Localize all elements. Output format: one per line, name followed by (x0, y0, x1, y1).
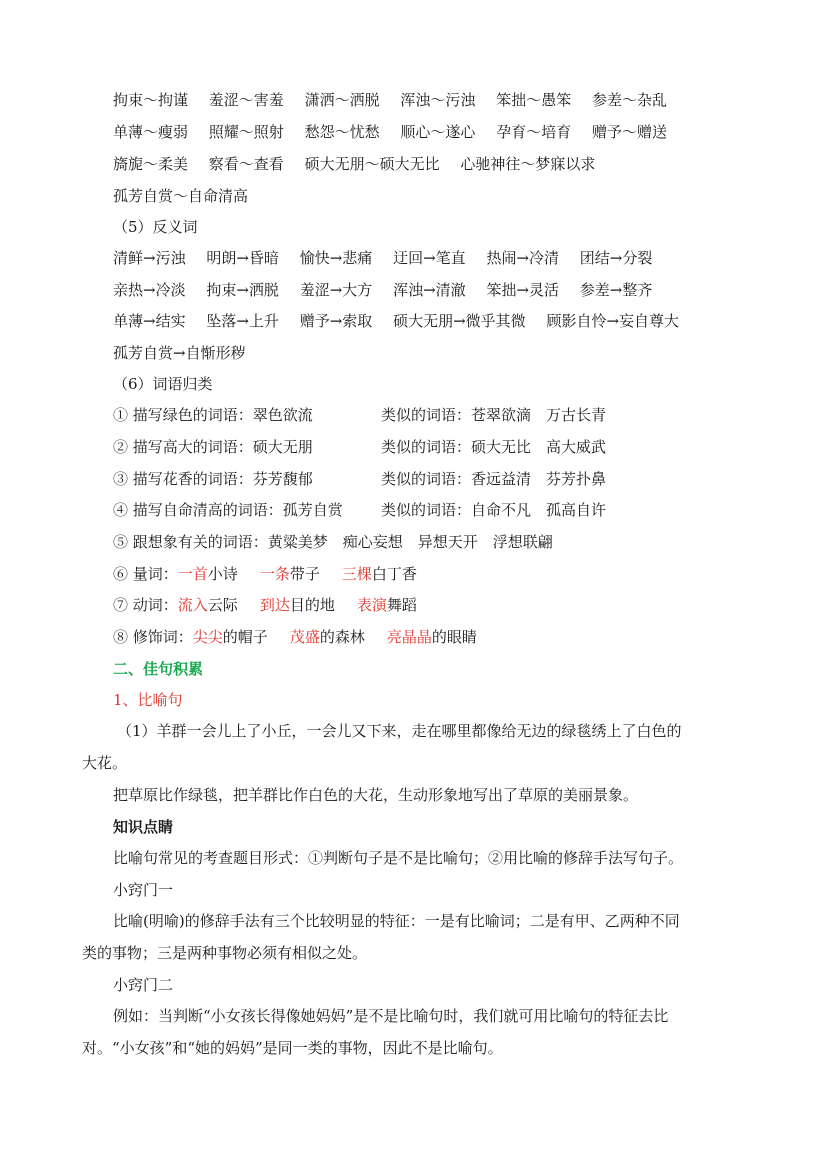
classification-similar: 类似的词语：硕大无比 高大威武 (381, 438, 607, 456)
highlight-word: 流入 (177, 596, 208, 614)
antonym-row-4 (113, 343, 753, 363)
sentence-line: （1）羊群一会儿上了小丘，一会儿又下来，走在哪里都像给无边的绿毯绣上了白色的 (117, 722, 682, 740)
synonym-row-3 (113, 154, 753, 174)
antonym-pair: 拘束→洒脱 (206, 281, 279, 299)
classification-item-6 (113, 564, 753, 584)
synonym-pair: 顺心～遂心 (400, 123, 476, 141)
synonym-pair: 笨拙～愚笨 (496, 91, 572, 109)
classification-similar: 类似的词语：香远益清 芬芳扑鼻 (381, 470, 607, 488)
synonym-pair: 察看～查看 (208, 155, 284, 173)
antonym-pair: 顾影自怜→妄自尊大 (546, 312, 680, 330)
antonym-pair: 孤芳自赏→自惭形秽 (113, 344, 246, 362)
synonym-pair: 照耀～照射 (208, 123, 284, 141)
antonym-pair: 单薄→结实 (113, 312, 186, 330)
classification-item-4 (113, 500, 753, 520)
synonym-pair: 潇洒～洒脱 (304, 91, 380, 109)
plain-word: 目的地 (289, 596, 335, 614)
synonym-pair: 参差～杂乱 (591, 91, 667, 109)
synonym-pair: 拘束～拘谨 (113, 91, 189, 109)
highlight-word: 三棵 (341, 565, 372, 583)
plain-word: 的帽子 (222, 628, 268, 646)
classification-item-7 (113, 595, 753, 615)
antonym-pair: 清鲜→污浊 (113, 249, 186, 267)
classification-item-5: ⑤ 跟想象有关的词语：黄粱美梦 痴心妄想 异想天开 浮想联翩 (113, 533, 553, 551)
highlight-word: 到达 (259, 596, 290, 614)
tip-title: 小窍门二 (113, 976, 174, 994)
highlight-word: 尖尖 (192, 628, 223, 646)
antonym-pair: 明朗→昏暗 (206, 249, 279, 267)
antonym-pair: 硕大无朋→微乎其微 (393, 312, 526, 330)
synonym-pair: 硕大无朋～硕大无比 (304, 155, 440, 173)
synonym-pair: 孤芳自赏～自命清高 (113, 187, 249, 205)
analysis-text: 把草原比作绿毯，把羊群比作白色的大花，生动形象地写出了草原的美丽景象。 (113, 786, 639, 804)
synonym-pair: 浑浊～污浊 (400, 91, 476, 109)
antonym-heading: （5）反义词 (113, 218, 198, 236)
synonym-pair: 心驰神往～梦寐以求 (460, 155, 596, 173)
classification-heading: （6）词语归类 (113, 375, 213, 393)
subsection-title: 1、比喻句 (113, 691, 183, 709)
highlight-word: 一首 (177, 565, 208, 583)
antonym-pair: 赠予→索取 (299, 312, 373, 330)
antonym-pair: 亲热→冷淡 (113, 281, 186, 299)
synonym-pair: 赠予～赠送 (591, 123, 667, 141)
tip-line: 例如：当判断“小女孩长得像她妈妈”是不是比喻句时，我们就可用比喻句的特征去比 (113, 1007, 669, 1025)
antonym-row-1 (113, 248, 753, 268)
highlight-word: 亮晶晶 (386, 628, 432, 646)
plain-word: 白丁香 (371, 565, 417, 583)
highlight-word: 一条 (259, 565, 290, 583)
plain-word: 的森林 (319, 628, 365, 646)
item-prefix: ⑥ 量词： (113, 565, 178, 583)
antonym-pair: 团结→分裂 (579, 249, 653, 267)
tip-line: 对。“小女孩”和“她的妈妈”是同一类的事物，因此不是比喻句。 (82, 1039, 503, 1057)
classification-item-2 (113, 437, 753, 457)
section-title: 二、佳句积累 (113, 660, 204, 678)
classification-similar: 类似的词语：苍翠欲滴 万古长青 (381, 406, 607, 424)
antonym-pair: 浑浊→清澈 (393, 281, 466, 299)
classification-similar: 类似的词语：自命不凡 孤高自许 (381, 501, 607, 519)
knowledge-title: 知识点睛 (113, 818, 174, 836)
synonym-pair: 单薄～瘦弱 (113, 123, 189, 141)
synonym-row-2 (113, 122, 753, 142)
antonym-row-2 (113, 280, 753, 300)
classification-item-8 (113, 627, 753, 647)
classification-item-3 (113, 469, 753, 489)
synonym-row-4 (113, 186, 753, 206)
tip-line: 比喻(明喻)的修辞手法有三个比较明显的特征：一是有比喻词；二是有甲、乙两种不同 (113, 912, 680, 930)
classification-label: ④ 描写自命清高的词语：孤芳自赏 (113, 501, 343, 519)
sentence-line: 大花。 (82, 754, 128, 772)
synonym-pair: 愁怨～忧愁 (304, 123, 380, 141)
tip-line: 类的事物；三是两种事物必须有相似之处。 (82, 944, 368, 962)
antonym-row-3 (113, 311, 753, 331)
classification-label: ① 描写绿色的词语：翠色欲流 (113, 406, 313, 424)
knowledge-text: 比喻句常见的考查题目形式：①判断句子是不是比喻句；②用比喻的修辞手法写句子。 (113, 849, 684, 867)
item-prefix: ⑦ 动词： (113, 596, 178, 614)
antonym-pair: 坠落→上升 (206, 312, 279, 330)
antonym-pair: 笨拙→灵活 (486, 281, 560, 299)
classification-label: ② 描写高大的词语：硕大无朋 (113, 438, 313, 456)
antonym-pair: 热闹→冷清 (486, 249, 560, 267)
plain-word: 舞蹈 (386, 596, 417, 614)
classification-label: ③ 描写花香的词语：芬芳馥郁 (113, 470, 313, 488)
antonym-pair: 参差→整齐 (579, 281, 653, 299)
highlight-word: 茂盛 (289, 628, 320, 646)
synonym-pair: 旖旎～柔美 (113, 155, 189, 173)
item-prefix: ⑧ 修饰词： (113, 628, 193, 646)
synonym-pair: 羞涩～害羞 (208, 91, 284, 109)
synonym-pair: 孕育～培育 (496, 123, 572, 141)
plain-word: 带子 (289, 565, 320, 583)
antonym-pair: 愉快→悲痛 (299, 249, 373, 267)
antonym-pair: 迂回→笔直 (393, 249, 466, 267)
plain-word: 的眼睛 (431, 628, 477, 646)
plain-word: 云际 (207, 596, 238, 614)
classification-item-1 (113, 405, 753, 425)
tip-title: 小窍门一 (113, 881, 174, 899)
synonym-row-1 (113, 90, 753, 110)
plain-word: 小诗 (207, 565, 238, 583)
highlight-word: 表演 (356, 596, 387, 614)
antonym-pair: 羞涩→大方 (299, 281, 373, 299)
